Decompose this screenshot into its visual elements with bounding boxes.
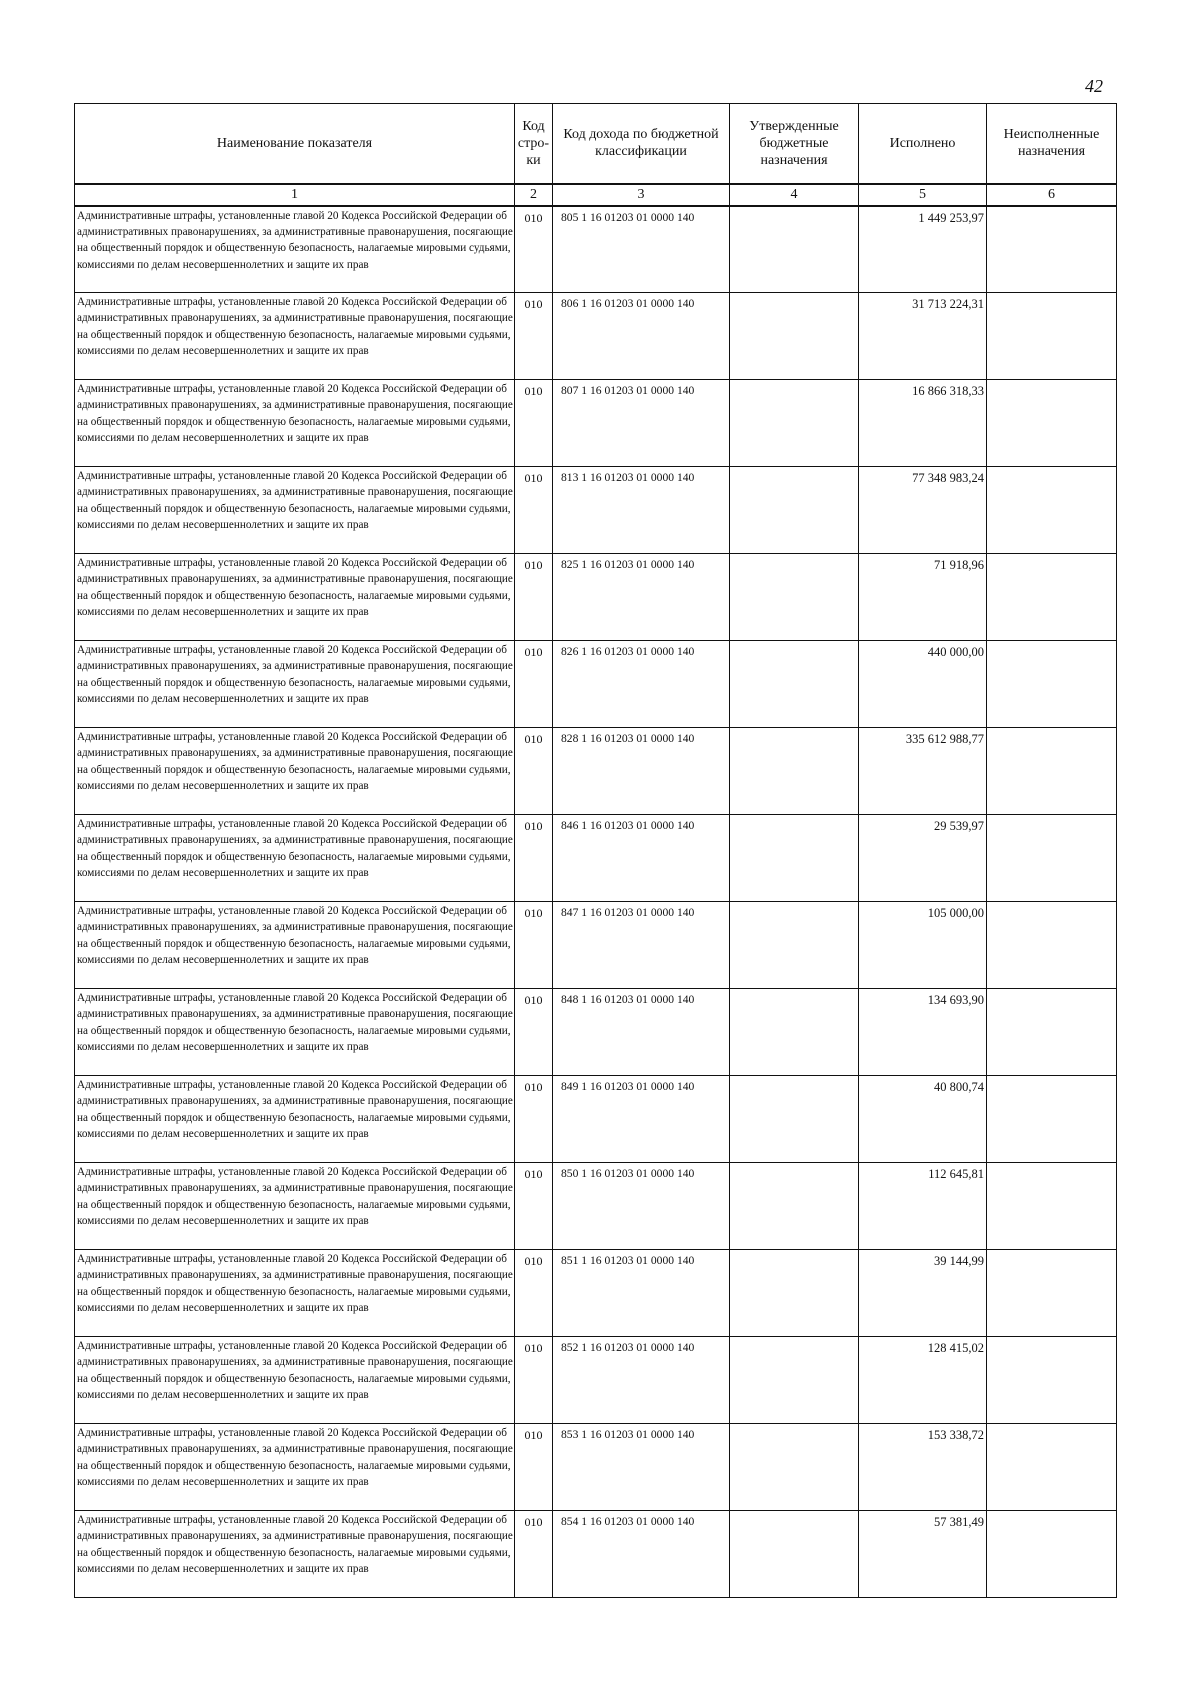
row-approved bbox=[730, 1250, 859, 1337]
row-approved bbox=[730, 467, 859, 554]
row-line-code: 010 bbox=[515, 1250, 553, 1337]
table-row bbox=[75, 902, 1117, 989]
table-row bbox=[75, 1337, 1117, 1424]
table-row bbox=[75, 554, 1117, 641]
header-executed: Исполнено bbox=[859, 104, 987, 184]
row-line-code: 010 bbox=[515, 902, 553, 989]
row-executed: 31 713 224,31 bbox=[859, 293, 987, 380]
row-income-code: 850 1 16 01203 01 0000 140 bbox=[553, 1163, 730, 1250]
row-executed: 77 348 983,24 bbox=[859, 467, 987, 554]
row-unexecuted bbox=[987, 1076, 1117, 1163]
row-unexecuted bbox=[987, 1337, 1117, 1424]
header-income-code: Код дохода по бюджетной классификации bbox=[553, 104, 730, 184]
header-unexecuted: Неисполненные назначения bbox=[987, 104, 1117, 184]
row-executed: 153 338,72 bbox=[859, 1424, 987, 1511]
row-approved bbox=[730, 206, 859, 293]
row-approved bbox=[730, 293, 859, 380]
row-executed: 29 539,97 bbox=[859, 815, 987, 902]
row-income-code: 805 1 16 01203 01 0000 140 bbox=[553, 206, 730, 293]
table-body bbox=[75, 206, 1117, 1598]
row-unexecuted bbox=[987, 989, 1117, 1076]
row-approved bbox=[730, 1424, 859, 1511]
row-approved bbox=[730, 641, 859, 728]
row-income-code: 851 1 16 01203 01 0000 140 bbox=[553, 1250, 730, 1337]
page-number: 42 bbox=[1085, 76, 1103, 96]
row-executed: 105 000,00 bbox=[859, 902, 987, 989]
column-number: 5 bbox=[859, 184, 987, 206]
header-name: Наименование показателя bbox=[75, 104, 515, 184]
row-income-code: 828 1 16 01203 01 0000 140 bbox=[553, 728, 730, 815]
header-line-code: Код стро- ки bbox=[515, 104, 553, 184]
row-unexecuted bbox=[987, 1250, 1117, 1337]
row-name: Административные штрафы, установленные главой 20 Кодекса Российской Федерации об административных правонарушениях, за административные правонарушения, посягающие на общественный порядок и общественную безопасность, налагаемые мировыми судьями, комиссиями по делам несовершеннолетних и защите их прав bbox=[75, 206, 515, 293]
row-approved bbox=[730, 1163, 859, 1250]
table-row bbox=[75, 815, 1117, 902]
row-approved bbox=[730, 1337, 859, 1424]
row-executed: 1 449 253,97 bbox=[859, 206, 987, 293]
column-number: 4 bbox=[730, 184, 859, 206]
row-unexecuted bbox=[987, 467, 1117, 554]
row-income-code: 807 1 16 01203 01 0000 140 bbox=[553, 380, 730, 467]
row-executed: 57 381,49 bbox=[859, 1511, 987, 1598]
table-row bbox=[75, 641, 1117, 728]
table-row bbox=[75, 1511, 1117, 1598]
row-approved bbox=[730, 554, 859, 641]
row-line-code: 010 bbox=[515, 641, 553, 728]
row-name: Административные штрафы, установленные главой 20 Кодекса Российской Федерации об административных правонарушениях, за административные правонарушения, посягающие на общественный порядок и общественную безопасность, налагаемые мировыми судьями, комиссиями по делам несовершеннолетних и защите их прав bbox=[75, 1076, 515, 1163]
row-line-code: 010 bbox=[515, 1337, 553, 1424]
row-unexecuted bbox=[987, 902, 1117, 989]
row-unexecuted bbox=[987, 815, 1117, 902]
row-name: Административные штрафы, установленные главой 20 Кодекса Российской Федерации об административных правонарушениях, за административные правонарушения, посягающие на общественный порядок и общественную безопасность, налагаемые мировыми судьями, комиссиями по делам несовершеннолетних и защите их прав bbox=[75, 293, 515, 380]
row-line-code: 010 bbox=[515, 989, 553, 1076]
row-executed: 134 693,90 bbox=[859, 989, 987, 1076]
row-name: Административные штрафы, установленные главой 20 Кодекса Российской Федерации об административных правонарушениях, за административные правонарушения, посягающие на общественный порядок и общественную безопасность, налагаемые мировыми судьями, комиссиями по делам несовершеннолетних и защите их прав bbox=[75, 1511, 515, 1598]
row-line-code: 010 bbox=[515, 1511, 553, 1598]
row-income-code: 853 1 16 01203 01 0000 140 bbox=[553, 1424, 730, 1511]
row-line-code: 010 bbox=[515, 206, 553, 293]
row-name: Административные штрафы, установленные главой 20 Кодекса Российской Федерации об административных правонарушениях, за административные правонарушения, посягающие на общественный порядок и общественную безопасность, налагаемые мировыми судьями, комиссиями по делам несовершеннолетних и защите их прав bbox=[75, 728, 515, 815]
row-income-code: 806 1 16 01203 01 0000 140 bbox=[553, 293, 730, 380]
row-name: Административные штрафы, установленные главой 20 Кодекса Российской Федерации об административных правонарушениях, за административные правонарушения, посягающие на общественный порядок и общественную безопасность, налагаемые мировыми судьями, комиссиями по делам несовершеннолетних и защите их прав bbox=[75, 641, 515, 728]
row-name: Административные штрафы, установленные главой 20 Кодекса Российской Федерации об административных правонарушениях, за административные правонарушения, посягающие на общественный порядок и общественную безопасность, налагаемые мировыми судьями, комиссиями по делам несовершеннолетних и защите их прав bbox=[75, 1424, 515, 1511]
row-line-code: 010 bbox=[515, 1424, 553, 1511]
row-income-code: 854 1 16 01203 01 0000 140 bbox=[553, 1511, 730, 1598]
row-unexecuted bbox=[987, 1163, 1117, 1250]
row-income-code: 813 1 16 01203 01 0000 140 bbox=[553, 467, 730, 554]
table-row bbox=[75, 293, 1117, 380]
row-executed: 440 000,00 bbox=[859, 641, 987, 728]
table-row bbox=[75, 1163, 1117, 1250]
row-approved bbox=[730, 815, 859, 902]
row-name: Административные штрафы, установленные главой 20 Кодекса Российской Федерации об административных правонарушениях, за административные правонарушения, посягающие на общественный порядок и общественную безопасность, налагаемые мировыми судьями, комиссиями по делам несовершеннолетних и защите их прав bbox=[75, 1163, 515, 1250]
row-name: Административные штрафы, установленные главой 20 Кодекса Российской Федерации об административных правонарушениях, за административные правонарушения, посягающие на общественный порядок и общественную безопасность, налагаемые мировыми судьями, комиссиями по делам несовершеннолетних и защите их прав bbox=[75, 1250, 515, 1337]
report-table bbox=[74, 103, 1117, 1598]
row-unexecuted bbox=[987, 293, 1117, 380]
header-approved: Утвержденные бюджетные назначения bbox=[730, 104, 859, 184]
table-row bbox=[75, 467, 1117, 554]
table-row bbox=[75, 206, 1117, 293]
row-name: Административные штрафы, установленные главой 20 Кодекса Российской Федерации об административных правонарушениях, за административные правонарушения, посягающие на общественный порядок и общественную безопасность, налагаемые мировыми судьями, комиссиями по делам несовершеннолетних и защите их прав bbox=[75, 815, 515, 902]
table-row bbox=[75, 989, 1117, 1076]
row-income-code: 852 1 16 01203 01 0000 140 bbox=[553, 1337, 730, 1424]
table-row bbox=[75, 728, 1117, 815]
column-number: 1 bbox=[75, 184, 515, 206]
row-income-code: 848 1 16 01203 01 0000 140 bbox=[553, 989, 730, 1076]
row-line-code: 010 bbox=[515, 467, 553, 554]
row-approved bbox=[730, 728, 859, 815]
row-approved bbox=[730, 989, 859, 1076]
row-executed: 40 800,74 bbox=[859, 1076, 987, 1163]
row-income-code: 847 1 16 01203 01 0000 140 bbox=[553, 902, 730, 989]
row-executed: 112 645,81 bbox=[859, 1163, 987, 1250]
table-row bbox=[75, 380, 1117, 467]
row-executed: 39 144,99 bbox=[859, 1250, 987, 1337]
row-executed: 71 918,96 bbox=[859, 554, 987, 641]
row-approved bbox=[730, 902, 859, 989]
row-line-code: 010 bbox=[515, 293, 553, 380]
table-row bbox=[75, 1424, 1117, 1511]
column-number: 3 bbox=[553, 184, 730, 206]
row-approved bbox=[730, 1511, 859, 1598]
row-income-code: 846 1 16 01203 01 0000 140 bbox=[553, 815, 730, 902]
row-name: Административные штрафы, установленные главой 20 Кодекса Российской Федерации об административных правонарушениях, за административные правонарушения, посягающие на общественный порядок и общественную безопасность, налагаемые мировыми судьями, комиссиями по делам несовершеннолетних и защите их прав bbox=[75, 467, 515, 554]
column-number: 2 bbox=[515, 184, 553, 206]
row-unexecuted bbox=[987, 1424, 1117, 1511]
row-unexecuted bbox=[987, 554, 1117, 641]
row-line-code: 010 bbox=[515, 728, 553, 815]
row-income-code: 826 1 16 01203 01 0000 140 bbox=[553, 641, 730, 728]
column-number-row bbox=[75, 184, 1117, 206]
row-unexecuted bbox=[987, 728, 1117, 815]
row-line-code: 010 bbox=[515, 1076, 553, 1163]
row-unexecuted bbox=[987, 1511, 1117, 1598]
row-unexecuted bbox=[987, 380, 1117, 467]
row-line-code: 010 bbox=[515, 554, 553, 641]
table-row bbox=[75, 1250, 1117, 1337]
row-name: Административные штрафы, установленные главой 20 Кодекса Российской Федерации об административных правонарушениях, за административные правонарушения, посягающие на общественный порядок и общественную безопасность, налагаемые мировыми судьями, комиссиями по делам несовершеннолетних и защите их прав bbox=[75, 554, 515, 641]
row-line-code: 010 bbox=[515, 380, 553, 467]
row-name: Административные штрафы, установленные главой 20 Кодекса Российской Федерации об административных правонарушениях, за административные правонарушения, посягающие на общественный порядок и общественную безопасность, налагаемые мировыми судьями, комиссиями по делам несовершеннолетних и защите их прав bbox=[75, 1337, 515, 1424]
row-name: Административные штрафы, установленные главой 20 Кодекса Российской Федерации об административных правонарушениях, за административные правонарушения, посягающие на общественный порядок и общественную безопасность, налагаемые мировыми судьями, комиссиями по делам несовершеннолетних и защите их прав bbox=[75, 989, 515, 1076]
table-row bbox=[75, 1076, 1117, 1163]
row-line-code: 010 bbox=[515, 1163, 553, 1250]
row-executed: 128 415,02 bbox=[859, 1337, 987, 1424]
row-income-code: 825 1 16 01203 01 0000 140 bbox=[553, 554, 730, 641]
row-unexecuted bbox=[987, 206, 1117, 293]
row-unexecuted bbox=[987, 641, 1117, 728]
row-name: Административные штрафы, установленные главой 20 Кодекса Российской Федерации об административных правонарушениях, за административные правонарушения, посягающие на общественный порядок и общественную безопасность, налагаемые мировыми судьями, комиссиями по делам несовершеннолетних и защите их прав bbox=[75, 380, 515, 467]
row-income-code: 849 1 16 01203 01 0000 140 bbox=[553, 1076, 730, 1163]
row-approved bbox=[730, 380, 859, 467]
row-line-code: 010 bbox=[515, 815, 553, 902]
row-approved bbox=[730, 1076, 859, 1163]
row-name: Административные штрафы, установленные главой 20 Кодекса Российской Федерации об административных правонарушениях, за административные правонарушения, посягающие на общественный порядок и общественную безопасность, налагаемые мировыми судьями, комиссиями по делам несовершеннолетних и защите их прав bbox=[75, 902, 515, 989]
row-executed: 335 612 988,77 bbox=[859, 728, 987, 815]
column-number: 6 bbox=[987, 184, 1117, 206]
row-executed: 16 866 318,33 bbox=[859, 380, 987, 467]
table-header-row bbox=[75, 104, 1117, 184]
